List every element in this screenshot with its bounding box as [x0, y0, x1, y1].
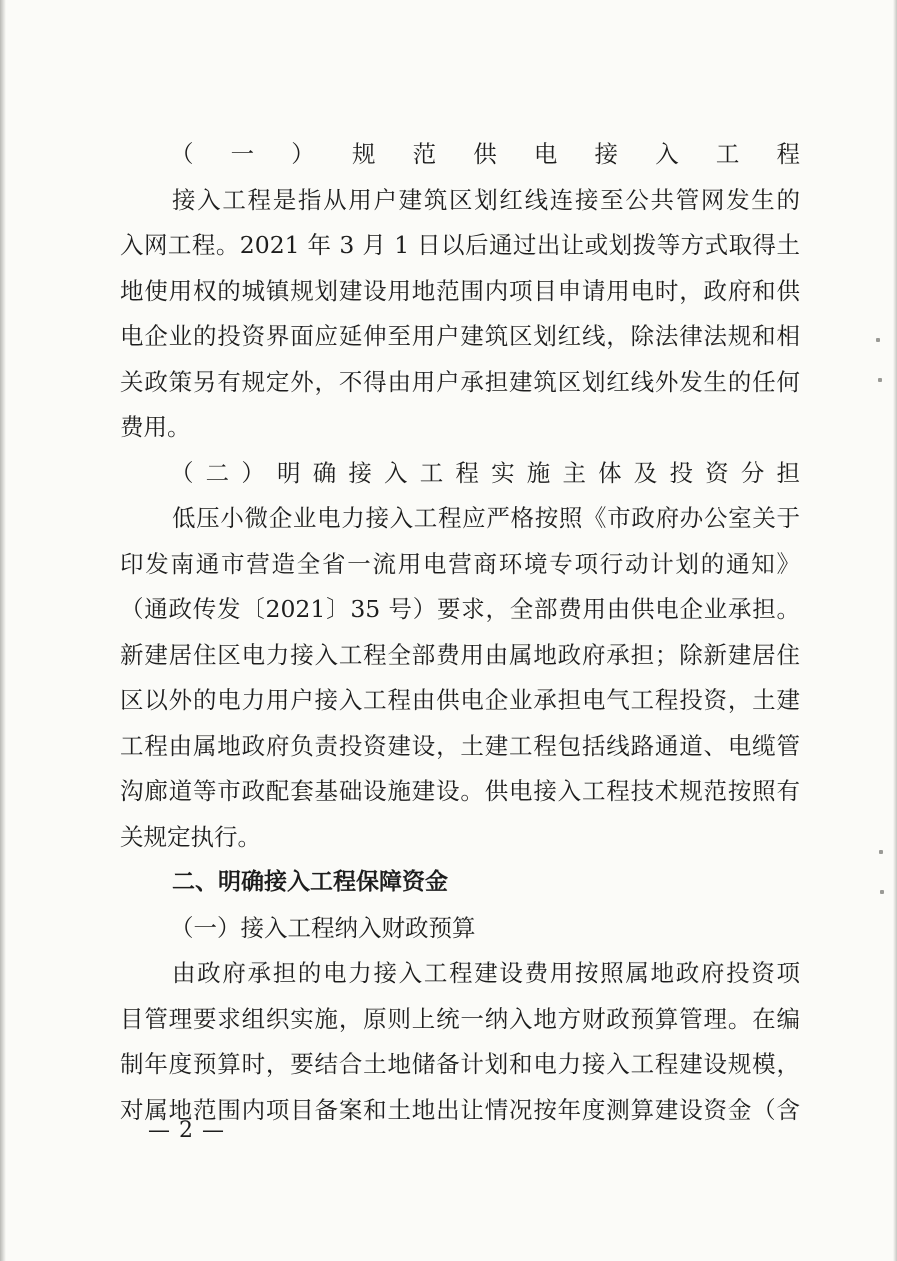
- scan-speck: [878, 378, 882, 382]
- paragraph-line: （通政传发〔2021〕35 号）要求，全部费用由供电企业承担。: [120, 595, 800, 623]
- paragraph-line: 关政策另有规定外，不得由用户承担建筑区划红线外发生的任何: [120, 367, 800, 396]
- scan-edge-left: [0, 0, 6, 1261]
- document-body: [120, 132, 800, 1133]
- scan-speck: [879, 850, 883, 854]
- paragraph-line: 对属地范围内项目备案和土地出让情况按年度测算建设资金（含: [120, 1095, 800, 1124]
- paragraph-line: 沟廊道等市政配套基础设施建设。供电接入工程技术规范按照有: [120, 777, 800, 805]
- paragraph-line: 由政府承担的电力接入工程建设费用按照属地政府投资项: [172, 959, 800, 987]
- paragraph-line: 新建居住区电力接入工程全部费用由属地政府承担；除新建居住: [120, 640, 800, 669]
- paragraph-line: 费用。: [120, 413, 191, 441]
- paragraph-line: 入网工程。2021 年 3 月 1 日以后通过出让或划拨等方式取得土: [120, 231, 800, 259]
- section-heading-funding: 二、明确接入工程保障资金: [172, 869, 448, 895]
- heading-regulate-power-access: （一）规范供电接入工程: [170, 140, 800, 168]
- page-number: — 2 —: [148, 1118, 225, 1143]
- paragraph-line: 关规定执行。: [120, 822, 261, 851]
- scan-speck: [876, 338, 880, 342]
- paragraph-line: 工程由属地政府负责投资建设，土建工程包括线路通道、电缆管: [120, 731, 800, 760]
- paragraph-line: 地使用权的城镇规划建设用地范围内项目申请用电时，政府和供: [120, 276, 800, 305]
- paragraph-line: 印发南通市营造全省一流用电营商环境专项行动计划的通知》: [120, 549, 800, 578]
- scan-speck: [880, 890, 884, 894]
- paragraph-line: 接入工程是指从用户建筑区划红线连接至公共管网发生的: [172, 185, 800, 214]
- heading-fiscal-budget: （一）接入工程纳入财政预算: [170, 913, 476, 942]
- paragraph-line: 目管理要求组织实施，原则上统一纳入地方财政预算管理。在编: [120, 1004, 800, 1033]
- paragraph-line: 低压小微企业电力接入工程应严格按照《市政府办公室关于: [172, 504, 800, 532]
- heading-implementation-and-investment: （二）明确接入工程实施主体及投资分担: [170, 458, 800, 487]
- scan-edge-right: [893, 0, 897, 1261]
- paragraph-line: 区以外的电力用户接入工程由供电企业承担电气工程投资，土建: [120, 686, 800, 714]
- paragraph-line: 电企业的投资界面应延伸至用户建筑区划红线，除法律法规和相: [120, 322, 800, 350]
- paragraph-line: 制年度预算时，要结合土地储备计划和电力接入工程建设规模，: [120, 1050, 800, 1078]
